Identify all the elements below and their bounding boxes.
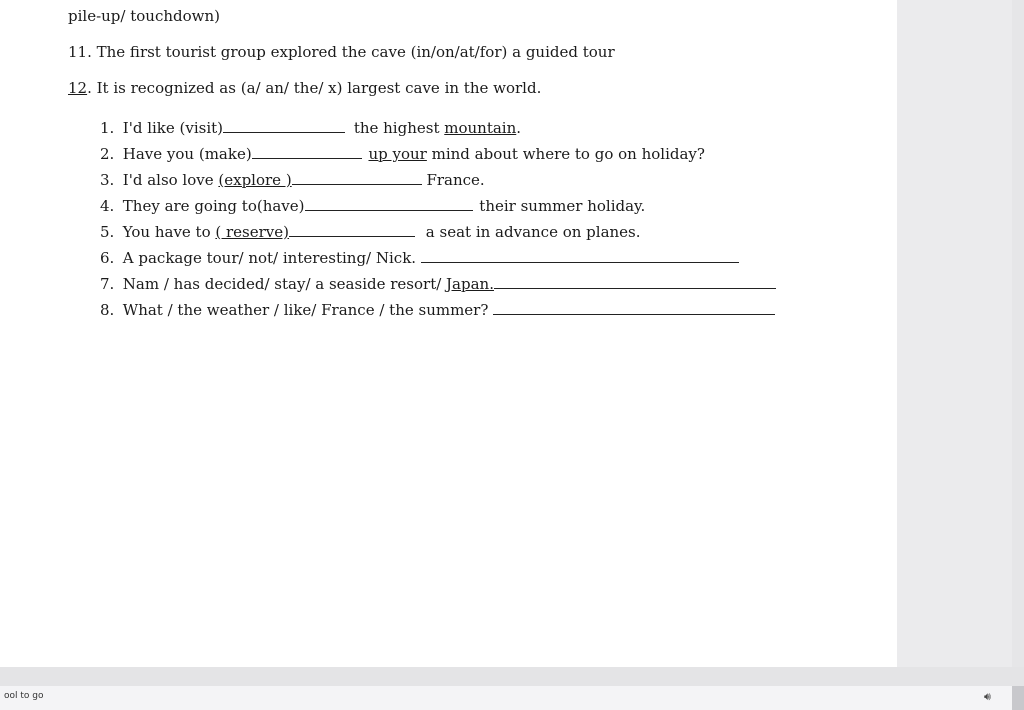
question-12: 12. It is recognized as (a/ an/ the/ x) largest cave in the world. (68, 79, 542, 97)
vertical-scrollbar[interactable] (1012, 0, 1024, 667)
answer-blank-8[interactable] (493, 300, 775, 315)
exercise-item-6: 6. A package tour/ not/ interesting/ Nick. (100, 248, 739, 267)
exercise-item-4: 4. They are going to(have) their summer holiday. (100, 197, 646, 215)
exercise-item-1: 1. I'd like (visit) the highest mountain. (100, 119, 522, 137)
exercise-item-5: 5. You have to ( reserve) a seat in advance on planes. (100, 223, 641, 241)
answer-blank-6[interactable] (421, 248, 739, 263)
status-bar (0, 686, 1024, 710)
answer-blank-2[interactable] (252, 144, 362, 159)
right-gutter (897, 0, 1024, 667)
answer-blank-7[interactable] (494, 274, 776, 289)
exercise-item-2: 2. Have you (make) up your mind about where to go on holiday? (100, 145, 705, 163)
answer-blank-5[interactable] (289, 222, 415, 237)
speaker-icon[interactable]: 🔊︎ (984, 690, 991, 703)
exercise-item-8: 8. What / the weather / like/ France / the summer? (100, 300, 775, 319)
exercise-item-7: 7. Nam / has decided/ stay/ a seaside resort/ Japan. (100, 274, 776, 293)
status-corner (1012, 686, 1024, 710)
question-11: 11. The first tourist group explored the cave (in/on/at/for) a guided tour (68, 43, 615, 61)
status-text: ool to go (4, 691, 44, 701)
exercise-item-3: 3. I'd also love (explore ) France. (100, 171, 485, 189)
answer-blank-4[interactable] (305, 196, 473, 211)
answer-blank-3[interactable] (292, 170, 422, 185)
header-line: pile-up/ touchdown) (68, 7, 220, 25)
answer-blank-1[interactable] (223, 118, 345, 133)
